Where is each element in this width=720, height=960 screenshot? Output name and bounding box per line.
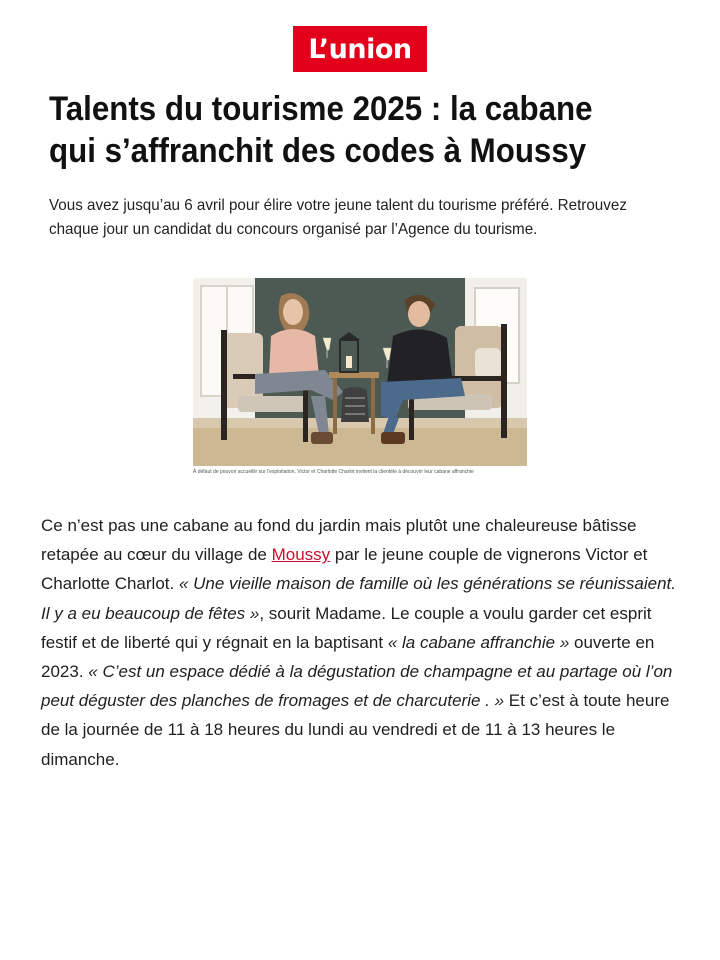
body-text-1: Ce n’est pas une cabane au fond du jardin mais plutôt une chaleureuse bâtisse retapée au cœur du village de bbox=[41, 516, 637, 565]
body-text-4: ouverte en 2023. bbox=[41, 632, 655, 682]
body-quote-3: « C’est un espace dédié à la dégustation de champagne et au partage où l’on peut déguster des planches de fromages et de charcuterie . » bbox=[41, 662, 673, 711]
lunion-logo[interactable]: L’union bbox=[293, 26, 427, 72]
article-body bbox=[41, 511, 681, 774]
moussy-link[interactable]: Moussy bbox=[271, 545, 331, 565]
body-text-3: , sourit Madame. Le couple a voulu garder cet esprit festif et de liberté qui y régnait en la baptisant bbox=[41, 603, 652, 652]
body-text-2: par le jeune couple de vignerons Victor et Charlotte Charlot. bbox=[41, 545, 648, 594]
body-quote-1: « Une vieille maison de famille où les générations se réunissaient. Il y a eu beaucoup de fêtes » bbox=[41, 574, 677, 623]
article-photo bbox=[193, 278, 527, 466]
body-text-5: Et c’est à toute heure de la journée de 11 à 18 heures du lundi au vendredi et de 11 à 13 heures le dimanche. bbox=[41, 691, 670, 769]
article-title: Talents du tourisme 2025 : la cabane qui s’affranchit des codes à Moussy bbox=[49, 90, 593, 170]
body-quote-2: « la cabane affranchie » bbox=[387, 632, 570, 652]
article-lead: Vous avez jusqu’au 6 avril pour élire votre jeune talent du tourisme préféré. Retrouvez chaque jour un candidat du concours organisé par l’Agence du tourisme. bbox=[49, 197, 627, 238]
image-caption: À défaut de pouvoir accueillir sur l’exploitation, Victor et Charlotte Charlot invitent la clientèle à découvrir leur cabane affranchie bbox=[193, 469, 474, 475]
